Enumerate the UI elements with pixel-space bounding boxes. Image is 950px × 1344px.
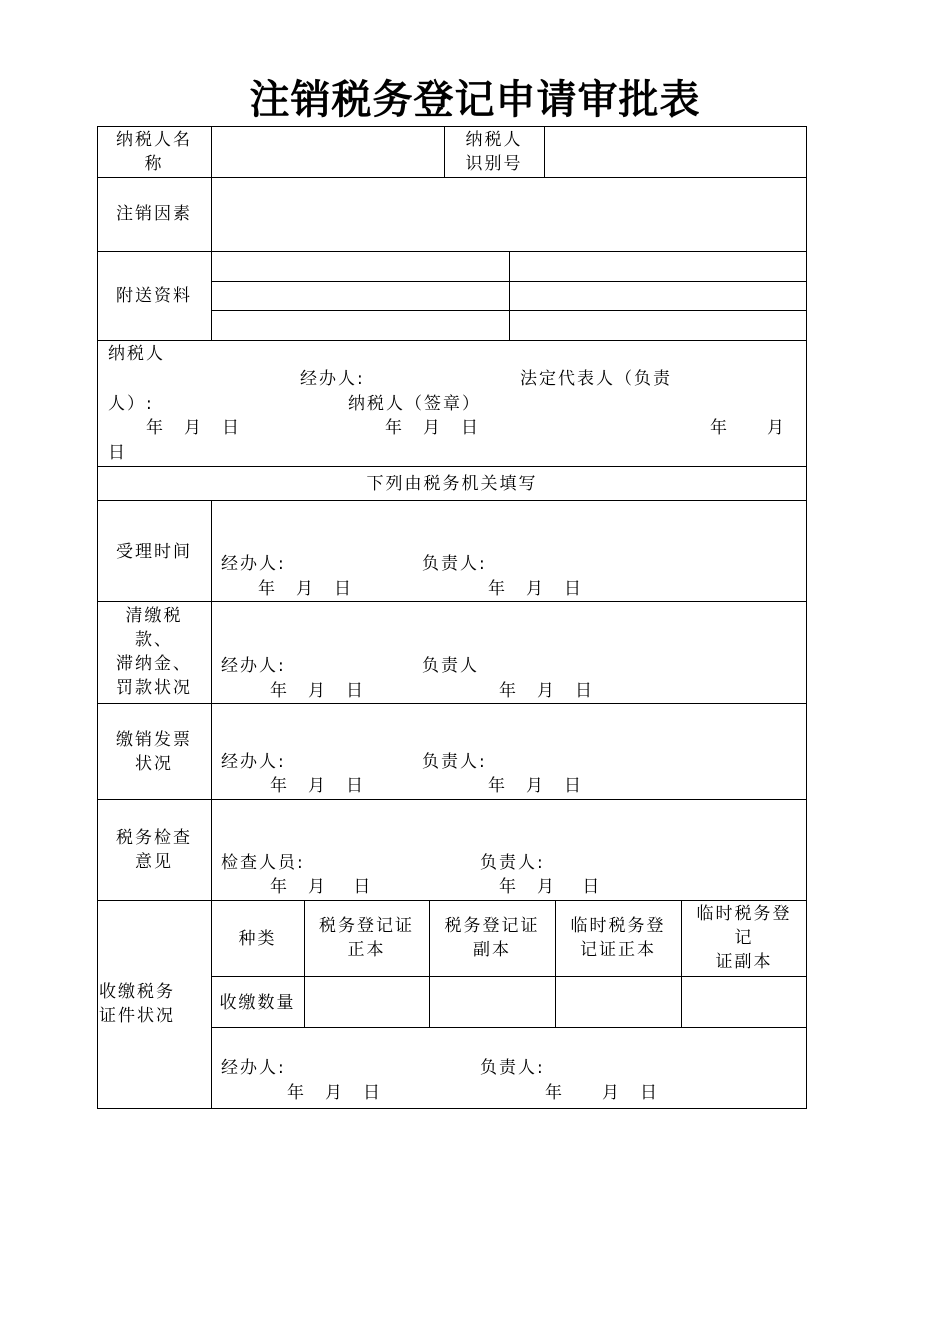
cert-col-header: 税务登记证 副本 <box>444 916 540 960</box>
date-label: 年 月 日 <box>258 579 353 599</box>
col-line <box>544 126 545 177</box>
responsible-label: 负责人: <box>480 853 545 873</box>
taxpayer-seal-label: 纳税人（签章） <box>348 394 481 414</box>
cert-type-label: 种类 <box>238 929 277 949</box>
certificates-label: 收缴税务 证件状况 <box>99 982 175 1026</box>
cert-qty-field[interactable] <box>306 978 427 1026</box>
page-title: 注销税务登记申请审批表 <box>249 77 701 123</box>
row-line <box>211 976 807 977</box>
row-line <box>97 340 807 341</box>
responsible-label: 负责人: <box>480 1058 545 1078</box>
row-line <box>211 1027 807 1028</box>
row-line <box>97 703 807 704</box>
row-line <box>97 500 807 501</box>
date-label: 年 月 日 <box>270 776 365 796</box>
cert-qty-field[interactable] <box>683 978 805 1026</box>
invoice-label: 缴销发票 状况 <box>116 730 192 774</box>
row-line <box>97 900 807 901</box>
date-label: 年 月 日 <box>499 681 594 701</box>
attachment-field[interactable] <box>511 312 805 339</box>
date-label: 年 月 日 <box>270 681 365 701</box>
legal-rep-label: 法定代表人（负责 <box>520 369 672 389</box>
cert-col-header: 税务登记证 正本 <box>319 916 414 960</box>
col-line <box>211 500 212 1108</box>
handler-label: 经办人: <box>300 369 365 389</box>
row-line <box>97 601 807 602</box>
taxpayer-id-label: 纳税人 识别号 <box>465 130 523 174</box>
date-label: 年 月 日 <box>545 1083 659 1103</box>
attachment-field[interactable] <box>213 312 507 339</box>
attachment-field[interactable] <box>511 253 805 280</box>
date-label: 年 月 日 <box>488 776 583 796</box>
date-label: 年 月 日 <box>488 579 583 599</box>
attachments-label: 附送资料 <box>116 286 192 306</box>
row-line <box>97 177 807 178</box>
taxpayer-id-field[interactable] <box>546 128 805 176</box>
legal-rep-label-cont: 人）: <box>108 394 154 414</box>
date-label-cont: 日 <box>108 443 127 463</box>
handler-label: 经办人: <box>221 752 286 772</box>
col-line <box>509 251 510 340</box>
cancel-reason-label: 注销因素 <box>116 204 192 224</box>
row-line <box>97 466 807 467</box>
attachment-field[interactable] <box>213 253 507 280</box>
responsible-label: 负责人: <box>422 554 487 574</box>
cert-qty-field[interactable] <box>557 978 679 1026</box>
row-line <box>97 251 807 252</box>
attachment-field[interactable] <box>213 283 507 309</box>
responsible-label: 负责人: <box>422 752 487 772</box>
date-label: 年 月 日 <box>146 418 241 438</box>
taxpayer-name-label: 纳税人名 称 <box>116 130 192 174</box>
date-label: 年 月 日 <box>287 1083 382 1103</box>
inspector-label: 检查人员: <box>221 853 305 873</box>
cert-qty-field[interactable] <box>431 978 553 1026</box>
cancel-reason-field[interactable] <box>213 179 805 249</box>
responsible-label: 负责人 <box>422 656 479 676</box>
handler-label: 经办人: <box>221 554 286 574</box>
tax-authority-header: 下列由税务机关填写 <box>366 474 538 494</box>
date-label: 年 月 日 <box>385 418 480 438</box>
clear-tax-label: 清缴税 款、 滞纳金、 罚款状况 <box>116 606 192 698</box>
cert-qty-label: 收缴数量 <box>219 993 296 1013</box>
taxpayer-heading: 纳税人 <box>108 344 165 364</box>
date-label: 年 月 日 <box>499 877 602 897</box>
cert-col-header: 临时税务登 记证正本 <box>570 916 666 960</box>
accept-time-label: 受理时间 <box>116 542 192 562</box>
handler-label: 经办人: <box>221 656 286 676</box>
attachment-field[interactable] <box>511 283 805 309</box>
taxpayer-name-field[interactable] <box>213 128 442 176</box>
col-line <box>211 126 212 340</box>
date-label: 年 月 <box>710 418 786 438</box>
inspection-label: 税务检查 意见 <box>116 828 192 872</box>
handler-label: 经办人: <box>221 1058 286 1078</box>
date-label: 年 月 日 <box>270 877 373 897</box>
cert-col-header: 临时税务登 记 证副本 <box>696 904 792 972</box>
row-line <box>97 799 807 800</box>
